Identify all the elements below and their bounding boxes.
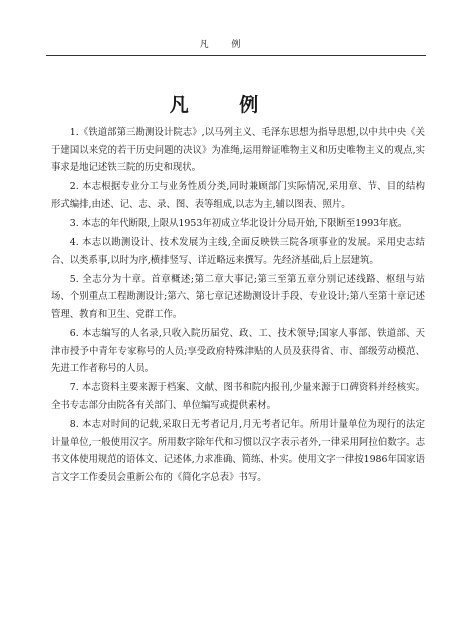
- body-text: [51, 124, 425, 488]
- page-title: 凡 例: [169, 94, 281, 116]
- page-bottom-margin: [0, 621, 450, 629]
- paragraph-4: 4. 本志以勘测设计、技术发展为主线,全面反映铁三院各项事业的发展。采用史志结合、以类系事,以时为序,横排竖写、详近略远来撰写。先经济基础,后上层建筑。: [51, 237, 425, 266]
- paragraph-5: 5. 全志分为十章。首章概述;第二章大事记;第三至第五章分别记述线路、枢纽与站场、个别重点工程勘测设计;第六、第七章记述勘测设计手段、专业设计;第八至第十章记述管理、教育和卫生、党群工作。: [51, 273, 425, 320]
- paragraph-6: 6. 本志编写的人名录,只收入院历届党、政、工、技术领导;国家人事部、铁道部、天津市授予中青年专家称号的人员;享受政府特殊津贴的人员及获得省、市、部级劳动模范、先进工作者称号的人员。: [51, 328, 425, 375]
- running-header: 凡 例: [199, 40, 251, 50]
- paragraph-1: 1.《铁道部第三勘测设计院志》,以马列主义、毛泽东思想为指导思想,以中共中央《关于建国以来党的若干历史问题的决议》为准绳,运用辩证唯物主义和历史唯物主义的观点,实事求是地记述铁三院的历史和现状。: [51, 127, 425, 174]
- paragraph-2: 2. 本志根据专业分工与业务性质分类,同时兼顾部门实际情况,采用章、节、目的结构形式编排,由述、记、志、录、图、表等组成,以志为主,辅以图表、照片。: [51, 181, 425, 210]
- paragraph-8: 8. 本志对时间的记载,采取日无考者记月,月无考者记年。所用计量单位为现行的法定计量单位,一般使用汉字。所用数字除年代和习惯以汉字表示者外,一律采用阿拉伯数字。志书文体使用规范的语体文、记述体,力求准确、简练、朴实。使用文字一律按1986年国家语言文字工作委员会重新公布的《简化字总表》书写。: [51, 419, 425, 483]
- header-rule: [46, 55, 426, 56]
- paragraph-7: 7. 本志资料主要来源于档案、文献、图书和院内报刊,少量来源于口碑资料并经核实。全书专志部分由院各有关部门、单位编写或提供素材。: [51, 382, 425, 411]
- paragraph-3: 3. 本志的年代断限,上限从1953年初成立华北设计分局开始,下限断至1993年底。: [69, 217, 408, 229]
